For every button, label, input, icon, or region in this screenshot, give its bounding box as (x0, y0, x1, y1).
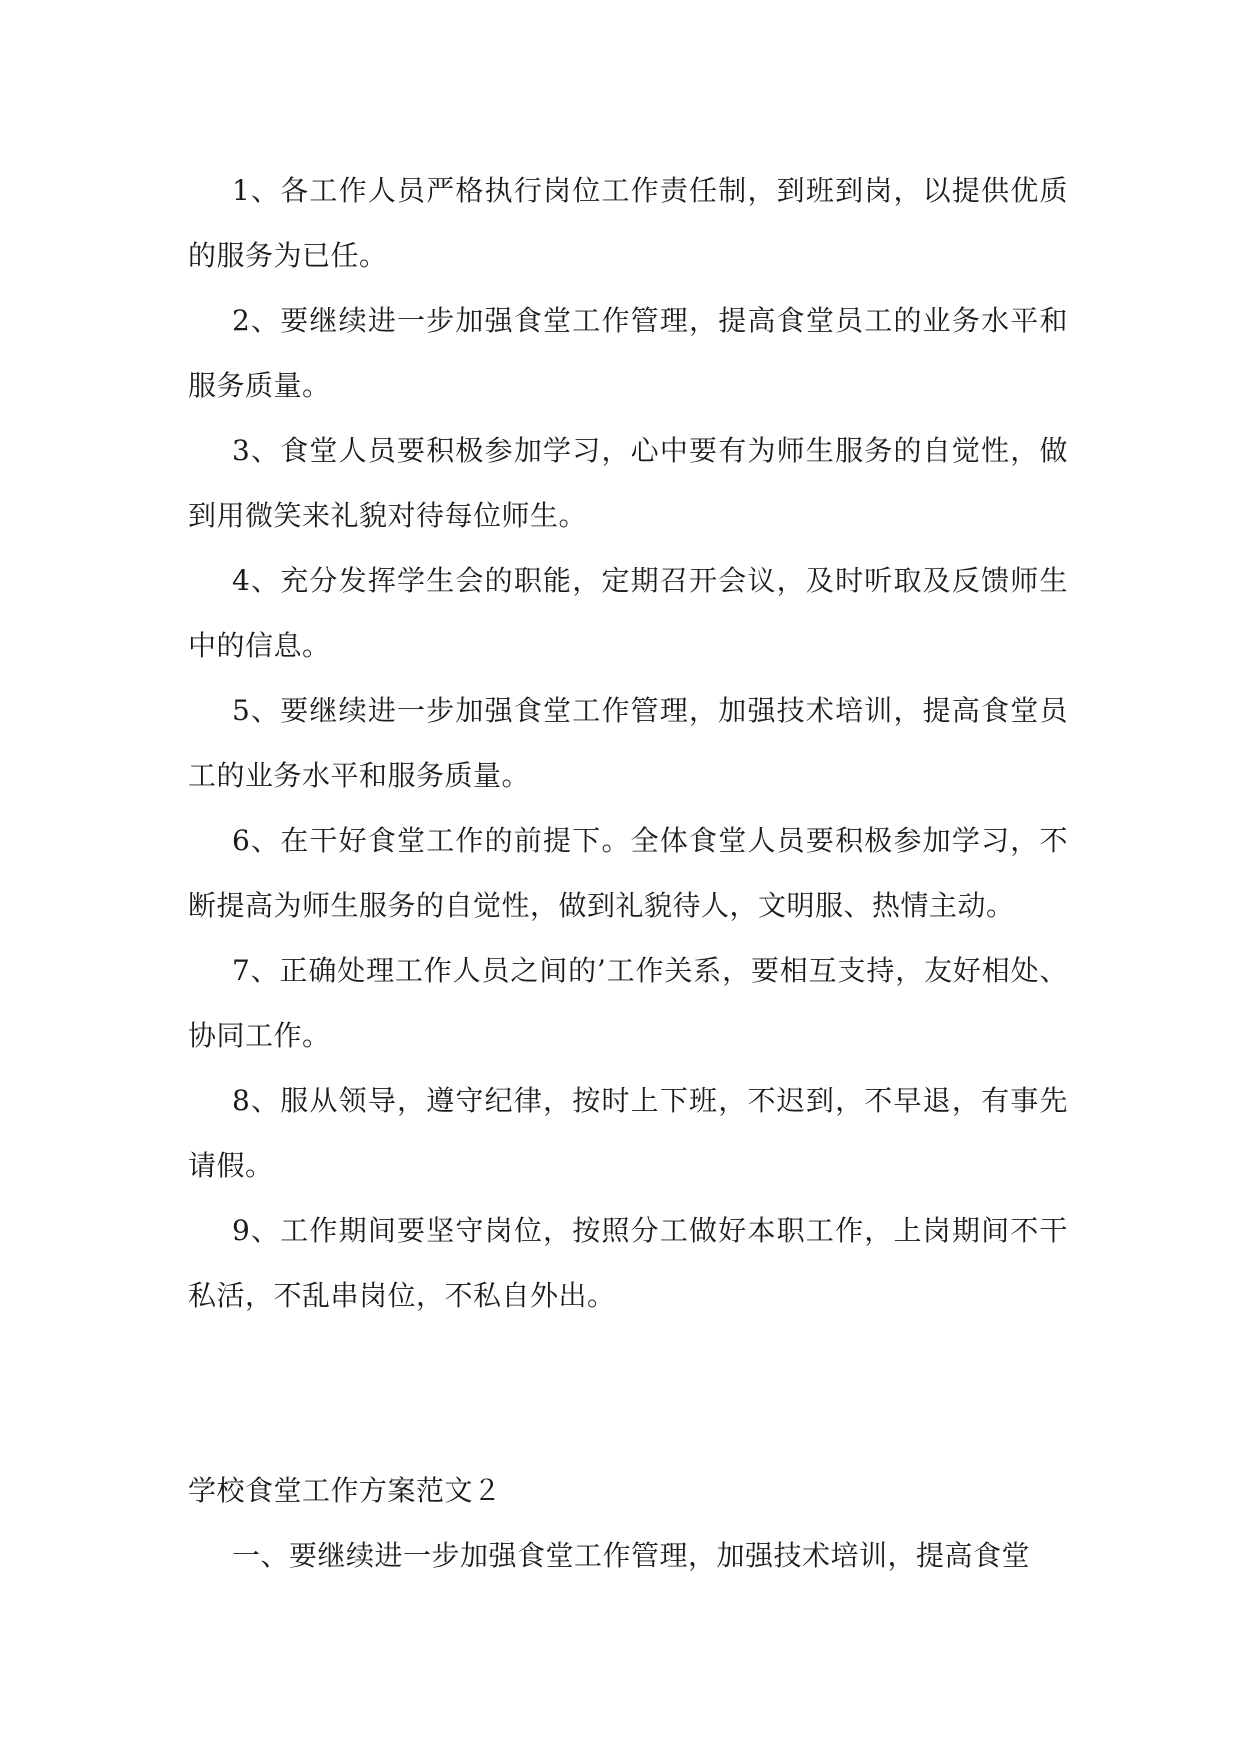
paragraph-item-7: 7、正确处理工作人员之间的’工作关系，要相互支持，友好相处、协同工作。 (188, 954, 1068, 1052)
section-title: 学校食堂工作方案范文２ (188, 1474, 502, 1507)
paragraph-item-8: 8、服从领导，遵守纪律，按时上下班，不迟到，不早退，有事先请假。 (188, 1084, 1068, 1182)
section-spacer (188, 1328, 1068, 1458)
paragraph-item-9: 9、工作期间要坚守岗位，按照分工做好本职工作，上岗期间不干私活，不乱串岗位，不私自外出。 (188, 1214, 1068, 1312)
document-body (188, 158, 1068, 1588)
paragraph-item-3: 3、食堂人员要积极参加学习，心中要有为师生服务的自觉性，做到用微笑来礼貌对待每位师生。 (188, 434, 1068, 532)
paragraph-item-4: 4、充分发挥学生会的职能，定期召开会议，及时听取及反馈师生中的信息。 (188, 564, 1068, 662)
paragraph-item-2: 2、要继续进一步加强食堂工作管理，提高食堂员工的业务水平和服务质量。 (188, 304, 1068, 402)
paragraph-item-6: 6、在干好食堂工作的前提下。全体食堂人员要积极参加学习，不断提高为师生服务的自觉性，做到礼貌待人，文明服、热情主动。 (188, 824, 1068, 922)
paragraph-item-1: 1、各工作人员严格执行岗位工作责任制，到班到岗，以提供优质的服务为已任。 (188, 174, 1068, 272)
section-first-paragraph: 一、要继续进一步加强食堂工作管理，加强技术培训，提高食堂 (232, 1539, 1031, 1572)
paragraph-item-5: 5、要继续进一步加强食堂工作管理，加强技术培训，提高食堂员工的业务水平和服务质量。 (188, 694, 1068, 792)
